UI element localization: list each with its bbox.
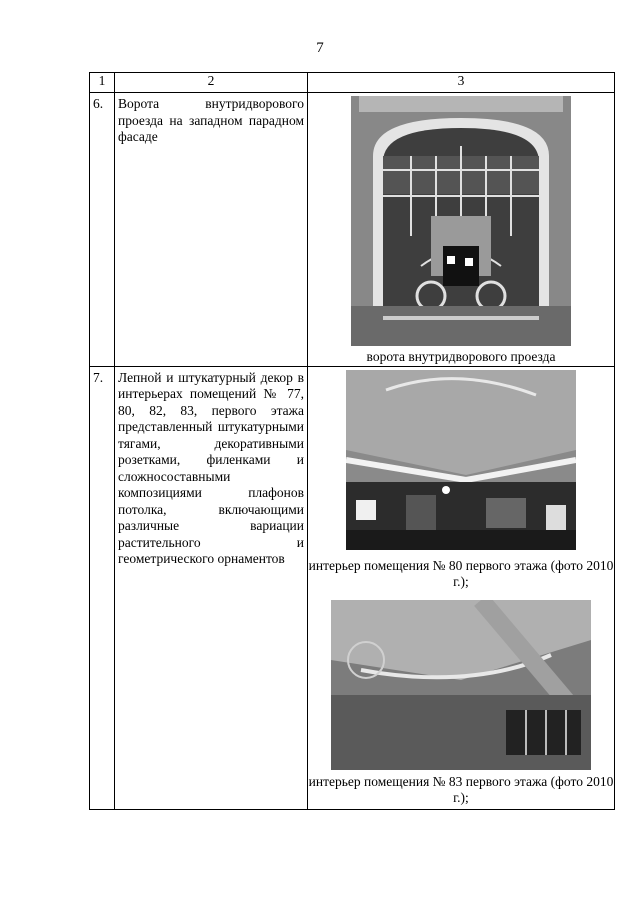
interior-photo-room-80	[346, 370, 576, 550]
column-header-2: 2	[115, 73, 308, 93]
photo-caption: ворота внутридворового проезда	[366, 349, 556, 364]
photo-cell	[308, 93, 615, 367]
monument-items-table	[89, 72, 615, 810]
item-description: Ворота внутридворового проезда на западном парадном фасаде	[115, 93, 308, 367]
table-row	[90, 93, 615, 367]
column-header-1: 1	[90, 73, 115, 93]
interior-photo-room-83	[331, 600, 591, 770]
page-number: 7	[316, 40, 324, 56]
column-header-3: 3	[308, 73, 615, 93]
gate-photo	[351, 96, 571, 346]
table-row	[90, 366, 615, 809]
photo-caption: интерьер помещения № 80 первого этажа (фото 2010 г.);	[308, 557, 614, 589]
photo-caption: интерьер помещения № 83 первого этажа (фото 2010 г.);	[308, 773, 614, 805]
row-number: 7.	[90, 366, 115, 809]
item-description: Лепной и штукатурный декор в интерьерах помещений № 77, 80, 82, 83, первого этажа представленный штукатурными тягами, декоративными розетками, филенками и сложносоставными композициями плафонов потолка, включающими различные вариации растительного и геометрического орнаментов	[115, 366, 308, 809]
table-header-row	[90, 73, 615, 93]
row-number: 6.	[90, 93, 115, 367]
photo-cell	[308, 366, 615, 809]
